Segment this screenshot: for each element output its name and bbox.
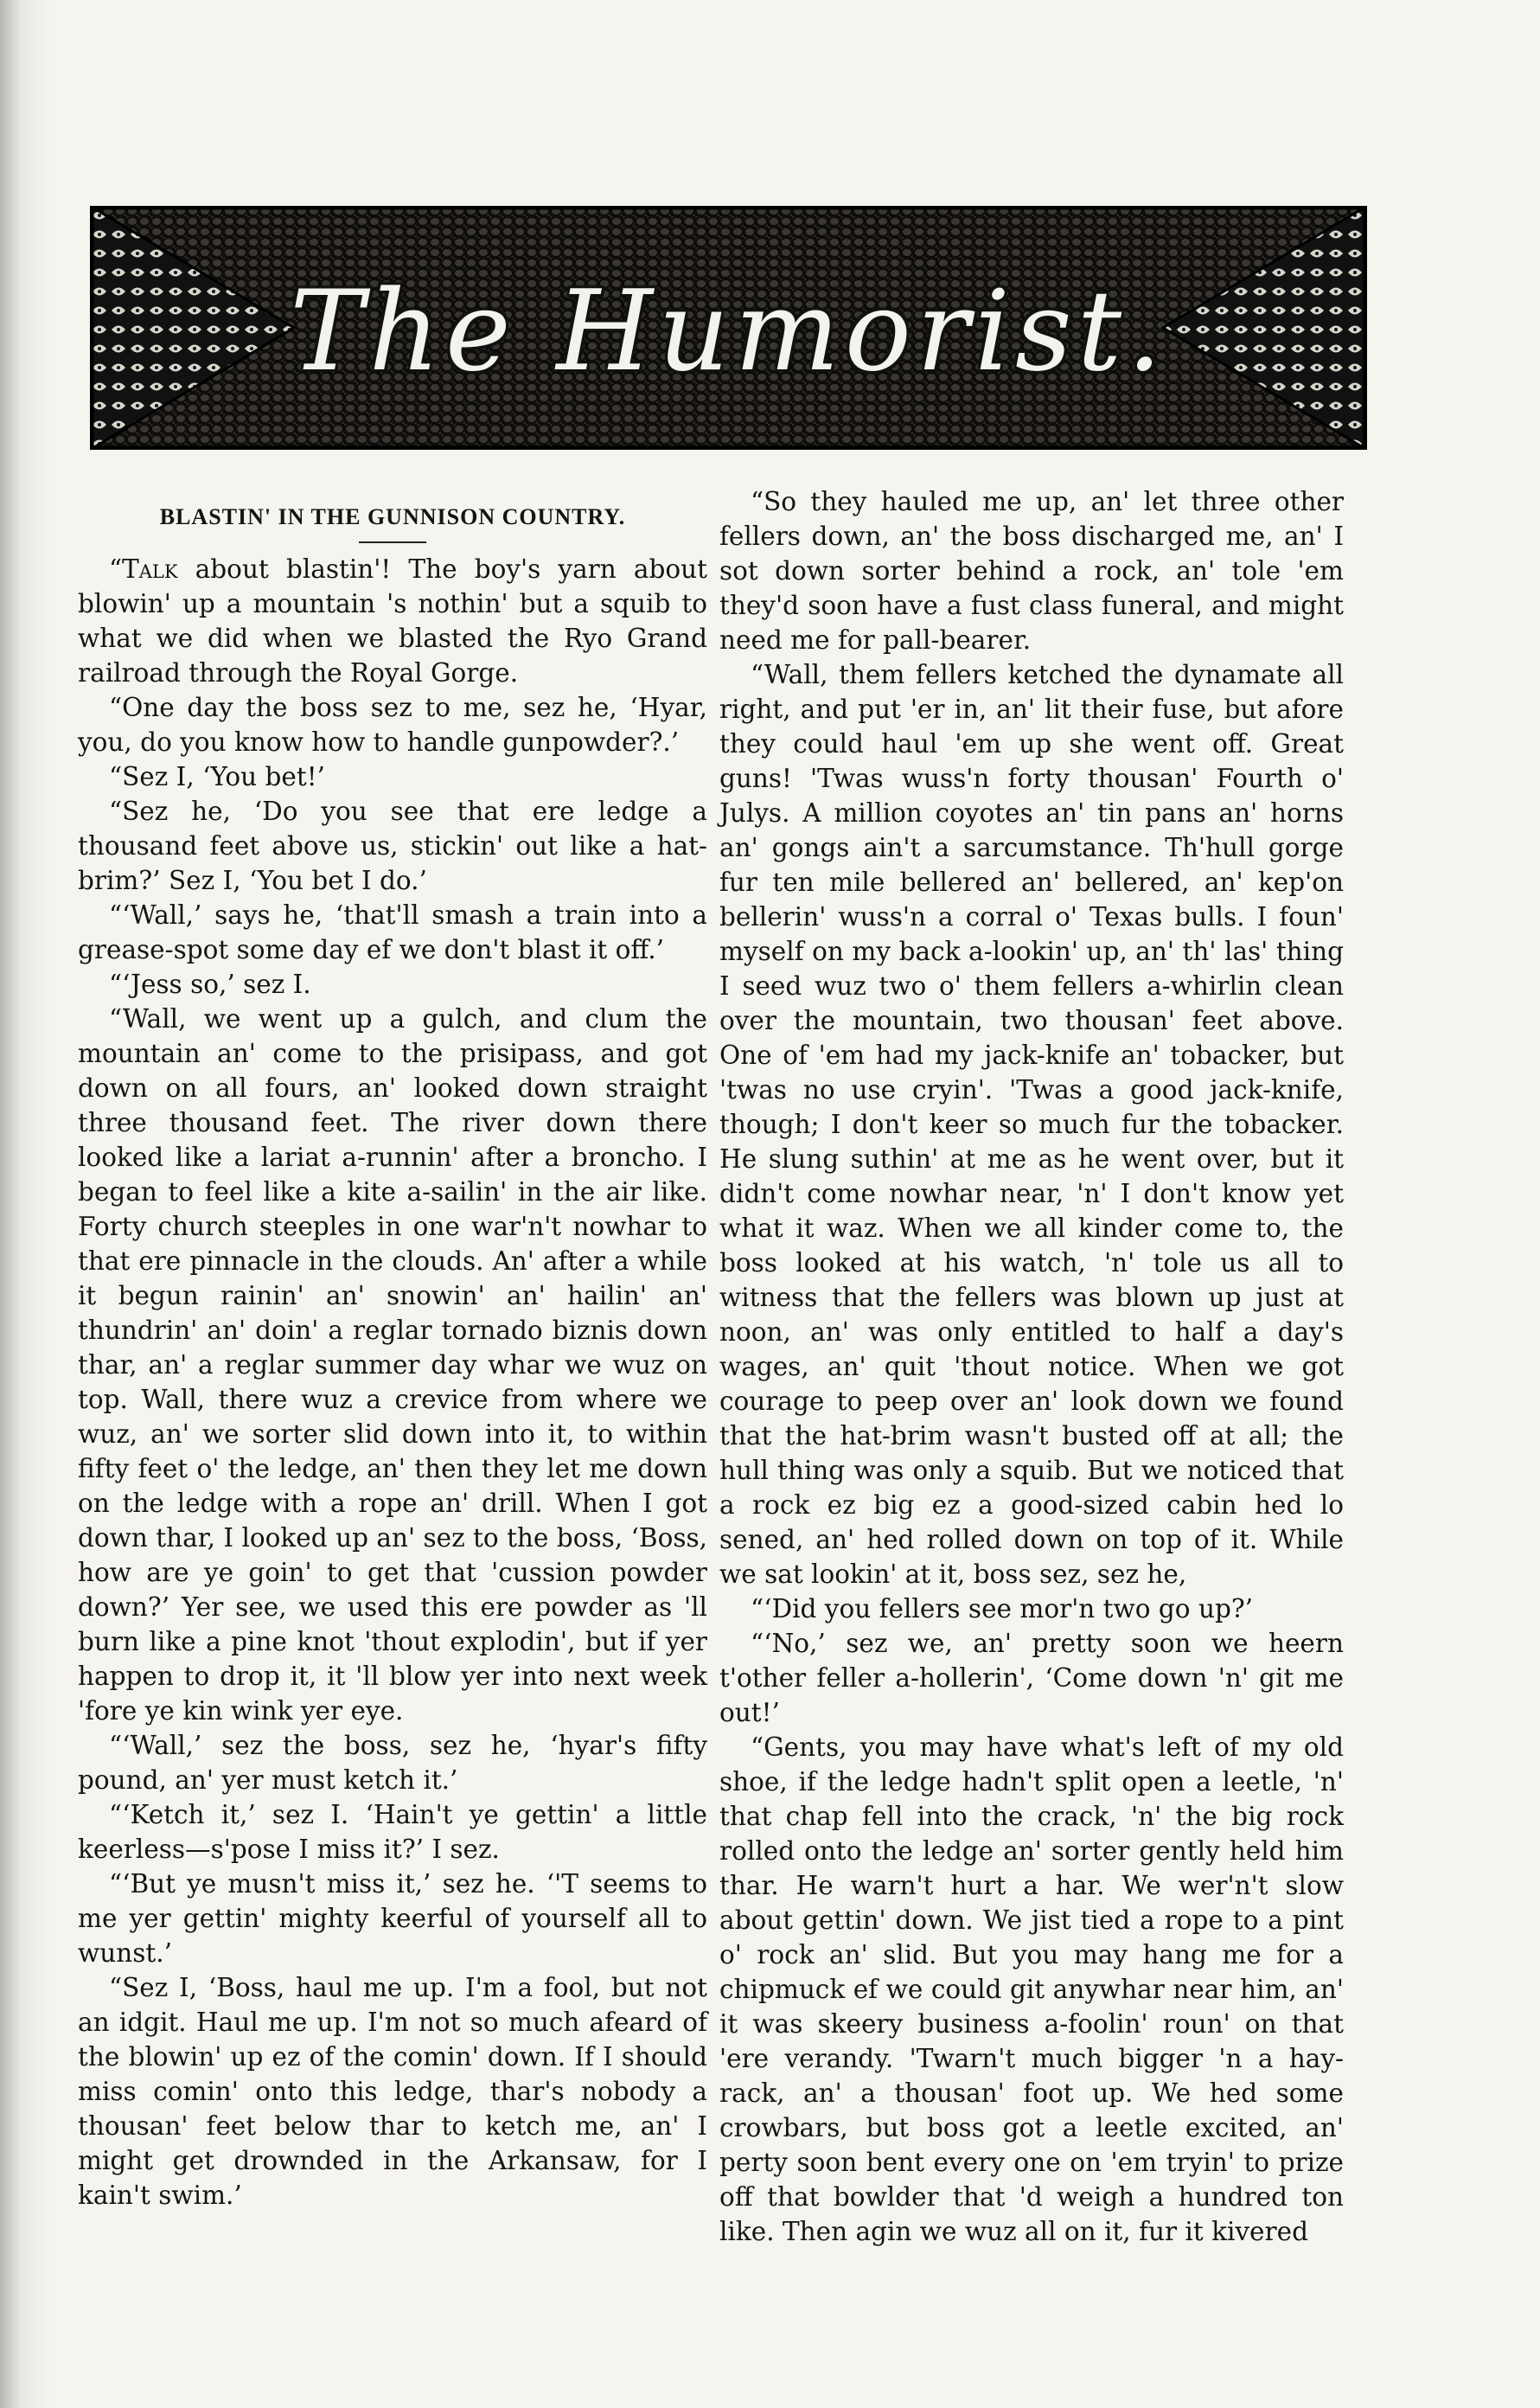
paragraph: “‘Ketch it,’ sez I. ‘Hain't ye gettin' a little keerless—s'pose I miss it?’ I sez. [78, 1800, 707, 1864]
article-heading: BLASTIN' IN THE GUNNISON COUNTRY. [159, 504, 626, 529]
paragraph: “Wall, we went up a gulch, and clum the mountain an' come to the prisipass, and got down on all fours, an' looked down straight three thousand feet. The river down there looked like a lariat a-runnin' after a broncho. I began to feel like a kite a-sailin' in the air like. Forty church steeples in one war'n't nowhar to that ere pinnacle in the clouds. An' after a while it begun rainin' an' snowin' an' hailin' an' thundrin' an' doin' a reglar tornado biznis down thar, an' a reglar summer day whar we wuz on top. Wall, there wuz a crevice from where we wuz, an' we sorter slid down into it, to within fifty feet o' the ledge, an' then they let me down on the ledge with a rope an' drill. When I got down thar, I looked up an' sez to the boss, ‘Boss, how are ye goin' to get that 'cussion powder down?’ Yer see, we used this ere powder as 'll burn like a pine knot 'thout explodin', but if yer happen to drop it, it 'll blow yer into next week 'fore ye kin wink yer eye. [78, 1004, 707, 1726]
paragraph: “‘But ye musn't miss it,’ sez he. ‘'T seems to me yer gettin' mighty keerful of yourself all to wunst.’ [78, 1869, 707, 1968]
paragraph: “Sez he, ‘Do you see that ere ledge a thousand feet above us, stickin' out like a hat-brim?’ Sez I, ‘You bet I do.’ [78, 797, 707, 895]
paragraph: “‘Jess so,’ sez I. [109, 970, 311, 999]
banner [90, 206, 1367, 450]
heading-rule [359, 541, 426, 543]
left-column [78, 484, 707, 2213]
paragraph: “‘Did you fellers see mor'n two go up?’ [751, 1594, 1254, 1623]
masthead-title: The Humorist. [290, 266, 1167, 396]
paragraph: “One day the boss sez to me, sez he, ‘Hyar, you, do you know how to handle gunpowder?.’ [78, 693, 707, 757]
paragraph: “‘Wall,’ sez the boss, sez he, ‘hyar's fifty pound, an' yer must ketch it.’ [78, 1731, 707, 1795]
paragraph: “Talk about blastin'! The boy's yarn about blowin' up a mountain 's nothin' but a squib to what we did when we blasted the Ryo Grand railroad through the Royal Gorge. [78, 554, 707, 688]
paragraph: “So they hauled me up, an' let three other fellers down, an' the boss discharged me, an' I sot down sorter behind a rock, an' tole 'em they'd soon have a fust class funeral, and might need me for pall-bearer. [719, 487, 1344, 655]
paragraph: “‘No,’ sez we, an' pretty soon we heern t'other feller a-hollerin', ‘Come down 'n' git me out!’ [719, 1629, 1344, 1727]
right-column [719, 484, 1344, 2249]
paragraph: “Sez I, ‘Boss, haul me up. I'm a fool, but not an idgit. Haul me up. I'm not so much afeard of the blowin' up ez of the comin' down. If I should miss comin' onto this ledge, thar's nobody a thousan' feet below thar to ketch me, an' I might get drownded in the Arkansaw, for I kain't swim.’ [78, 1973, 707, 2210]
paragraph: “Gents, you may have what's left of my old shoe, if the ledge hadn't split open a leetle, 'n' that chap fell into the crack, 'n' the big rock rolled onto the ledge an' sorter gently held him thar. He warn't hurt a har. We wer'n't slow about gettin' down. We jist tied a rope to a pint o' rock an' slid. But you may hang me for a chipmuck ef we could git anywhar near him, an' it was skeery business a-foolin' roun' on that 'ere verandy. 'Twarn't much bigger 'n a hay-rack, an' a thousan' foot up. We hed some crowbars, but boss got a leetle excited, an' perty soon bent every one on 'em tryin' to prize off that bowlder that 'd weigh a hundred ton like. Then agin we wuz all on it, fur it kivered [719, 1732, 1344, 2246]
paragraph: “‘Wall,’ says he, ‘that'll smash a train into a grease-spot some day ef we don't blast it off.’ [78, 900, 707, 964]
paragraph: “Wall, them fellers ketched the dynamate all right, and put 'er in, an' lit their fuse, but afore they could haul 'em up she went off. Great guns! 'Twas wuss'n forty thousan' Fourth o' Julys. A million coyotes an' tin pans an' horns an' gongs ain't a sarcumstance. Th'hull gorge fur ten mile bellered an' bellered, an' kep'on bellerin' wuss'n a corral o' Texas bulls. I foun' myself on my back a-lookin' up, an' th' las' thing I seed wuz two o' them fellers a-whirlin clean over the mountain, two thousan' feet above. One of 'em had my jack-knife an' tobacker, but 'twas no use cryin'. 'Twas a good jack-knife, though; I don't keer so much fur the tobacker. He slung suthin' at me as he went over, but it didn't come nowhar near, 'n' I don't know yet what it waz. When we all kinder come to, the boss looked at his watch, 'n' tole us all to witness that the fellers was blown up just at noon, an' was only entitled to half a day's wages, an' quit 'thout notice. When we got courage to peep over an' look down we found that the hat-brim wasn't busted off at all; the hull thing was only a squib. But we noticed that a rock ez big ez a good-sized cabin hed lo sened, an' hed rolled down on top of it. While we sat lookin' at it, boss sez, sez he, [719, 660, 1344, 1589]
page-gutter-shadow [0, 0, 52, 2408]
paragraph: “Sez I, ‘You bet!’ [109, 762, 325, 791]
